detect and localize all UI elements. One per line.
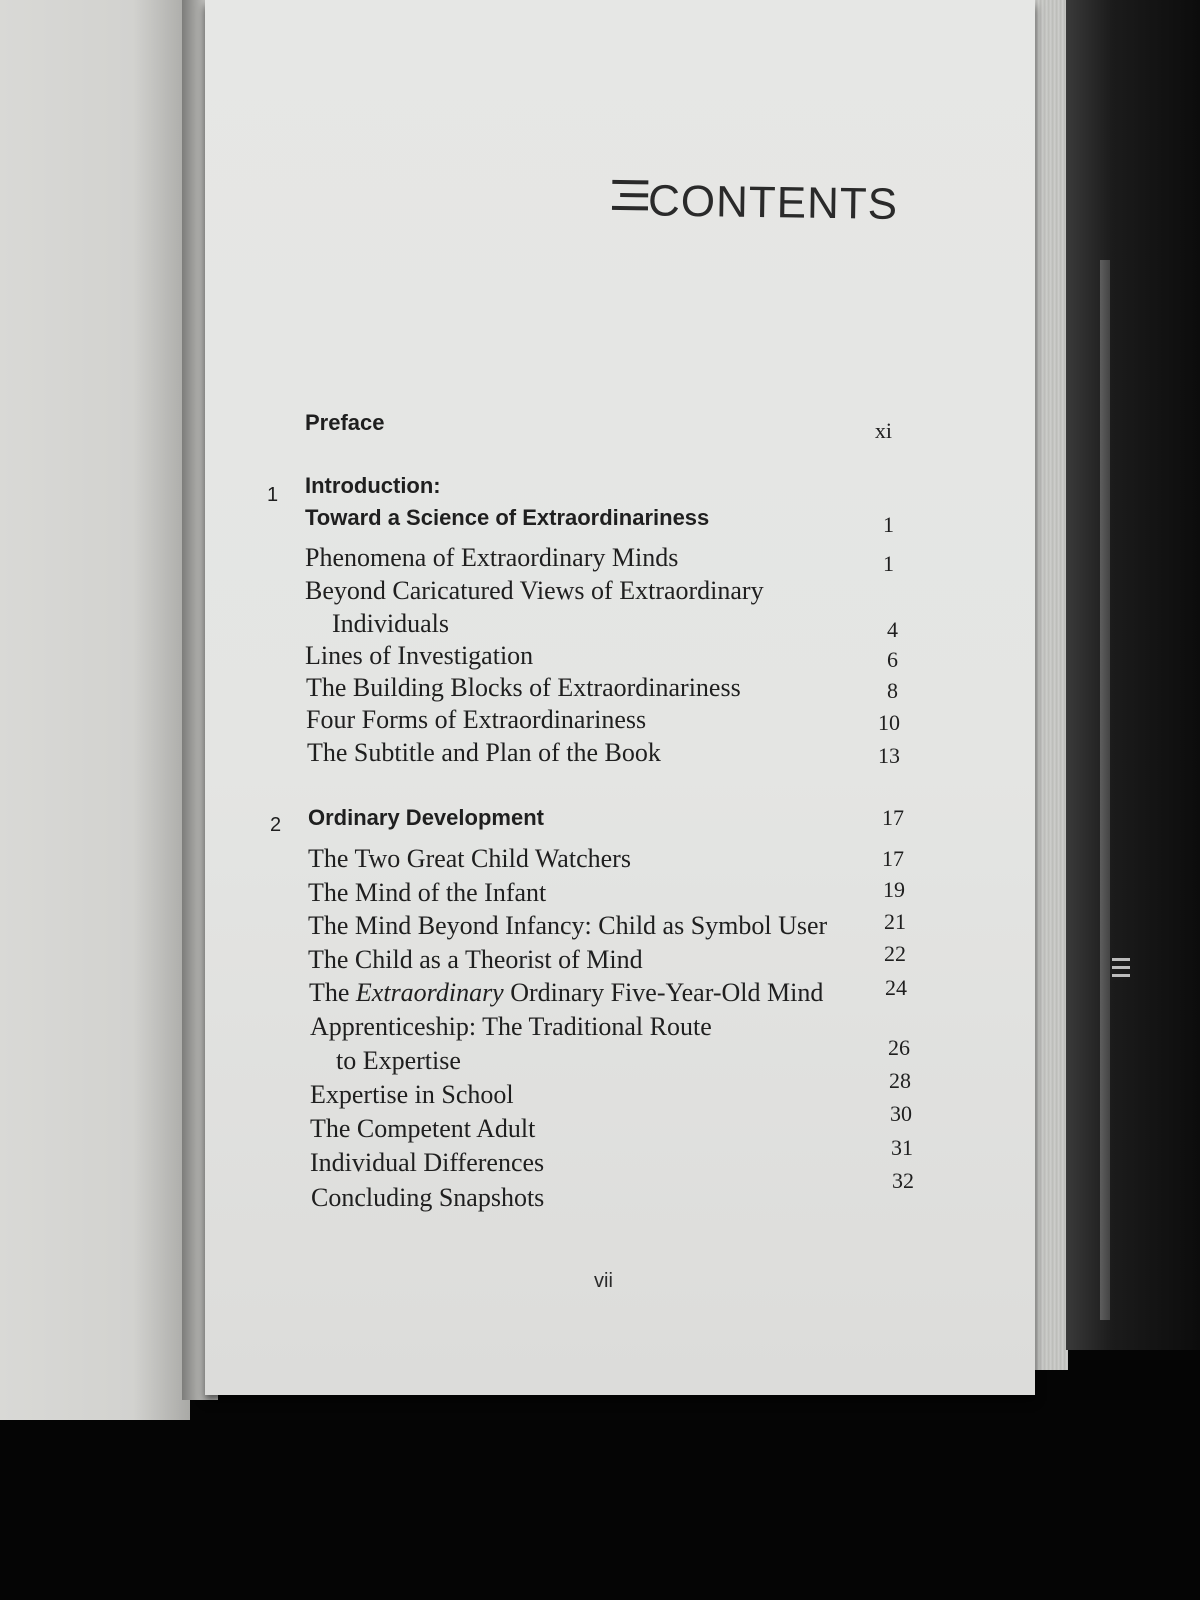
toc-entry-title: The Competent Adult xyxy=(310,1114,536,1143)
chapter-1-page: 1 xyxy=(883,512,894,537)
chapter-2-page: 17 xyxy=(882,805,904,830)
left-page xyxy=(0,0,190,1420)
toc-entry-page: 17 xyxy=(882,846,904,871)
toc-entry-page: 8 xyxy=(887,678,898,703)
page-folio: vii xyxy=(594,1270,613,1292)
toc-entry-page: 24 xyxy=(885,975,907,1000)
toc-entry-title: The Extraordinary Ordinary Five-Year-Old Mind xyxy=(309,978,824,1007)
toc-entry-title: The Subtitle and Plan of the Book xyxy=(307,738,661,767)
toc-entry-page: 22 xyxy=(884,941,906,966)
chapter-1-number: 1 xyxy=(267,484,279,506)
preface-title: Preface xyxy=(305,410,385,435)
book-cover-edge xyxy=(1066,0,1200,1350)
toc-entry-title-cont: to Expertise xyxy=(336,1046,461,1075)
toc-entry-title: Concluding Snapshots xyxy=(311,1183,545,1212)
preface-page: xi xyxy=(874,418,892,443)
chapter-2-number: 2 xyxy=(270,814,282,836)
toc-entry-page: 28 xyxy=(889,1068,911,1093)
toc-entry-title: Lines of Investigation xyxy=(305,641,534,670)
cover-stripe xyxy=(1100,260,1110,1320)
toc-entry-page: 19 xyxy=(883,877,905,902)
toc-entry-page: 31 xyxy=(891,1135,913,1160)
contents-heading-text: CONTENTS xyxy=(647,176,899,229)
toc-entry-page: 30 xyxy=(890,1101,912,1126)
toc-entry-title: The Building Blocks of Extraordinariness xyxy=(306,673,741,702)
toc-entry-title: Four Forms of Extraordinariness xyxy=(306,705,647,734)
toc-entry-page: 13 xyxy=(878,743,900,768)
chapter-1-title-line2: Toward a Science of Extraordinariness xyxy=(305,505,710,530)
toc-entry-page: 1 xyxy=(883,551,894,576)
cover-tick xyxy=(1112,958,1130,961)
toc-entry-title: Apprenticeship: The Traditional Route xyxy=(310,1012,712,1041)
toc-entry-page: 21 xyxy=(884,909,906,934)
toc-entry-title: Beyond Caricatured Views of Extraordinary xyxy=(305,576,764,605)
toc-entry-title: The Two Great Child Watchers xyxy=(308,844,631,873)
toc-entry-page: 10 xyxy=(878,710,900,735)
contents-heading xyxy=(612,176,913,240)
toc-entry-title: The Mind Beyond Infancy: Child as Symbol User xyxy=(308,911,828,940)
toc-entry-page: 4 xyxy=(887,617,898,642)
chapter-1-title-line1: Introduction: xyxy=(305,473,441,498)
toc-entry-title: The Child as a Theorist of Mind xyxy=(308,945,643,974)
chapter-2-title: Ordinary Development xyxy=(308,805,544,830)
cover-tick xyxy=(1112,966,1130,969)
toc-entry-title-cont: Individuals xyxy=(332,609,449,638)
toc-entry-page: 32 xyxy=(892,1168,914,1193)
toc-entry-title: Phenomena of Extraordinary Minds xyxy=(305,543,679,572)
toc-entry-title: Individual Differences xyxy=(310,1148,545,1177)
toc-entry-page: 6 xyxy=(887,647,898,672)
toc-entry-page: 26 xyxy=(888,1035,910,1060)
heading-ornament-icon xyxy=(612,180,649,226)
toc-entry-title: The Mind of the Infant xyxy=(308,878,547,907)
toc-entry-title: Expertise in School xyxy=(310,1080,514,1109)
cover-tick xyxy=(1112,974,1130,977)
